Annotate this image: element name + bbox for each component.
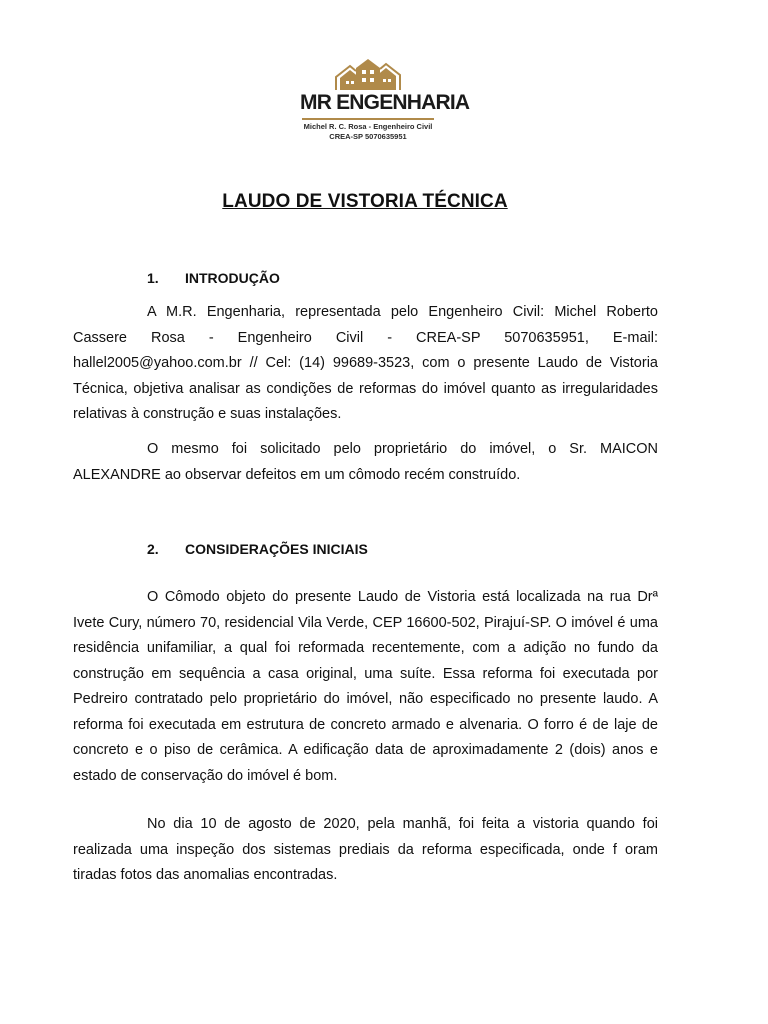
paragraph: O Cômodo objeto do presente Laudo de Vistoria está localizada na rua Drª Ivete Cury, número 70, residencial Vila Verde, CEP 16600-502, Pirajuí-SP. O imóvel é uma residência unifamiliar, a qual foi reformada recentemente, com a adição no fundo da construção em sequência a casa original, uma suíte. Essa reforma foi executada por Pedreiro contratado pelo proprietário do imóvel, não especificado no presente laudo. A reforma foi executada em estrutura de concreto armado e alvenaria. O forro é de laje de concreto e o piso de cerâmica. A edificação data de aproximadamente 2 (dois) anos e estado de conservação do imóvel é bom.	[73, 589, 658, 784]
house-skyline-icon	[300, 56, 436, 92]
section-heading-introducao	[147, 270, 280, 286]
section-title: INTRODUÇÃO	[185, 270, 280, 286]
paragraph: No dia 10 de agosto de 2020, pela manhã, foi feita a vistoria quando foi realizada uma inspeção dos sistemas prediais da reforma especificada, onde f oram tiradas fotos das anomalias encontradas.	[73, 816, 658, 883]
logo-registration: CREA-SP 5070635951	[329, 132, 407, 141]
logo-subtitle: Michel R. C. Rosa - Engenheiro Civil	[303, 122, 433, 131]
logo-divider	[302, 118, 434, 120]
section-heading-consideracoes	[147, 541, 368, 557]
document-title: LAUDO DE VISTORIA TÉCNICA	[222, 191, 508, 212]
section-number: 1.	[147, 270, 159, 286]
section-title: CONSIDERAÇÕES INICIAIS	[185, 541, 368, 557]
paragraph: O mesmo foi solicitado pelo proprietário do imóvel, o Sr. MAICON ALEXANDRE ao observar defeitos em um cômodo recém construído.	[73, 441, 658, 483]
paragraph: A M.R. Engenharia, representada pelo Engenheiro Civil: Michel Roberto Cassere Rosa - Engenheiro Civil - CREA-SP 5070635951, E-mail: hallel2005@yahoo.com.br // Cel: (14) 99689-3523, com o presente Laudo de Vistoria Técnica, objetiva analisar as condições de reformas do imóvel quanto as irregularidades relativas à construção e suas instalações.	[73, 304, 658, 422]
company-logo	[300, 56, 470, 146]
section-number: 2.	[147, 541, 159, 557]
logo-brand-name: MR ENGENHARIA	[300, 91, 470, 114]
